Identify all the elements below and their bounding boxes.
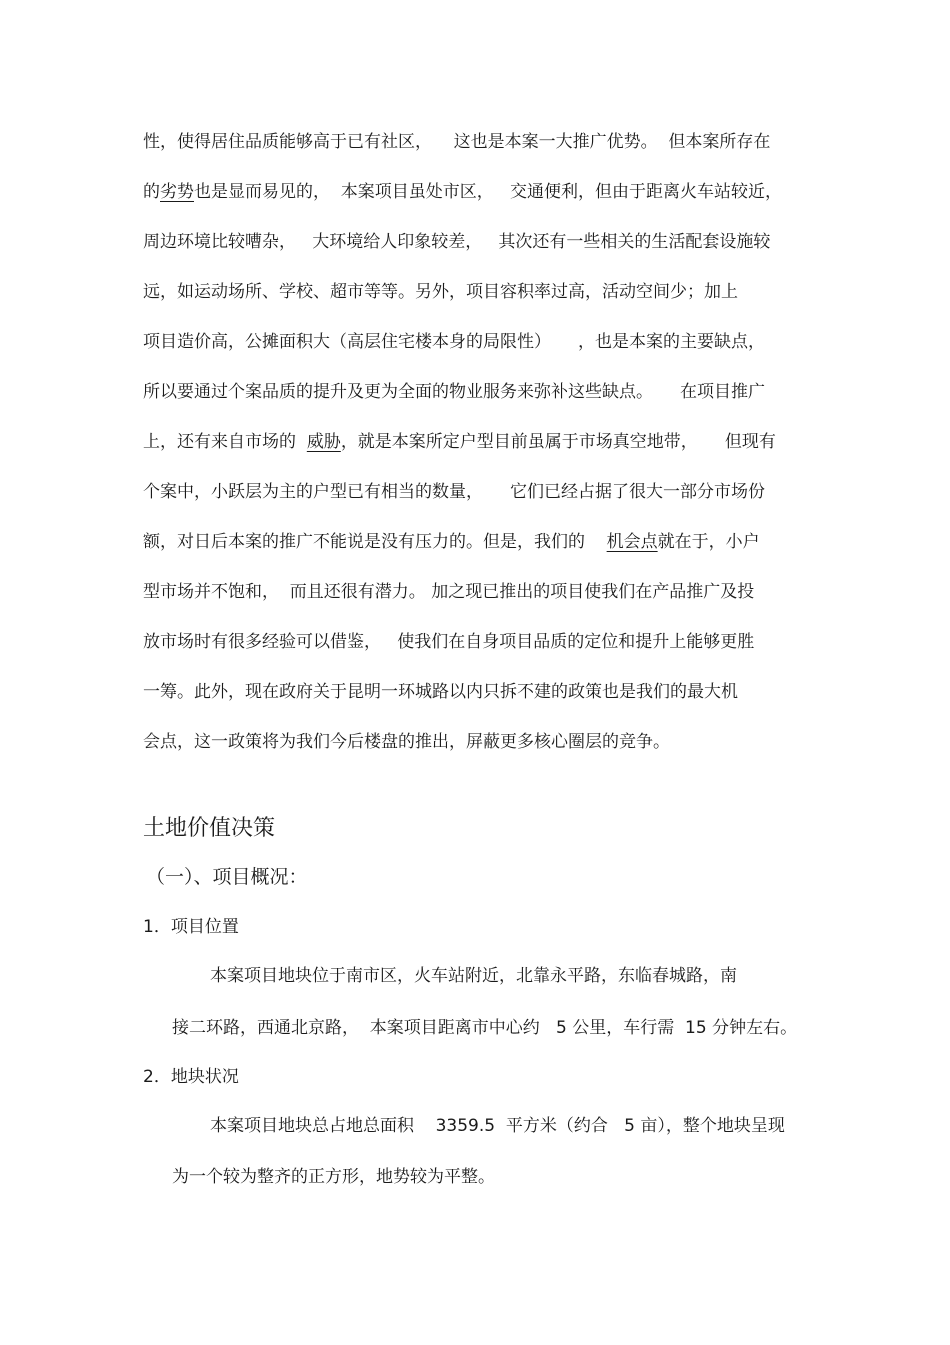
list-item-label: 1．项目位置: [143, 917, 239, 937]
list-item-text: 本案项目地块位于南市区，火车站附近，北靠永平路，东临春城路，南: [210, 966, 737, 986]
list-item-text: 为一个较为整齐的正方形，地势较为平整。: [172, 1167, 495, 1187]
section-title: 土地价值决策: [143, 816, 276, 841]
paragraph-line: 周边环境比较嘈杂， 大环境给人印象较差， 其次还有一些相关的生活配套设施较: [143, 232, 771, 252]
paragraph-line: 个案中，小跃层为主的户型已有相当的数量， 它们已经占据了很大一部分市场份: [143, 482, 766, 502]
paragraph-line: 上，还有来自市场的 威胁，就是本案所定户型目前虽属于市场真空地带， 但现有: [143, 432, 776, 452]
paragraph-line: 型市场并不饱和， 而且还很有潜力。 加之现已推出的项目使我们在产品推广及投: [143, 582, 755, 602]
paragraph-line: 的劣势也是显而易见的， 本案项目虽处市区， 交通便利，但由于距离火车站较近，: [143, 182, 783, 202]
paragraph-line: 项目造价高，公摊面积大（高层住宅楼本身的局限性） ，也是本案的主要缺点，: [143, 332, 766, 352]
paragraph-line: 放市场时有很多经验可以借鉴， 使我们在自身项目品质的定位和提升上能够更胜: [143, 632, 755, 652]
underlined-term: 威胁: [306, 432, 341, 452]
list-item-label: 2．地块状况: [143, 1067, 239, 1087]
underlined-term: 机会点: [606, 532, 658, 552]
section-subtitle: （一）、项目概况：: [146, 866, 308, 888]
list-item-text: 接二环路，西通北京路， 本案项目距离市中心约 5 公里，车行需 15 分钟左右。: [172, 1018, 798, 1038]
paragraph-line: 会点，这一政策将为我们今后楼盘的推出，屏蔽更多核心圈层的竞争。: [143, 732, 670, 752]
paragraph-line: 一筹。此外，现在政府关于昆明一环城路以内只拆不建的政策也是我们的最大机: [143, 682, 738, 702]
paragraph-line: 性，使得居住品质能够高于已有社区， 这也是本案一大推广优势。 但本案所存在: [143, 132, 771, 152]
paragraph-line: 远，如运动场所、学校、超市等等。另外，项目容积率过高，活动空间少；加上: [143, 282, 738, 302]
paragraph-line: 所以要通过个案品质的提升及更为全面的物业服务来弥补这些缺点。 在项目推广: [143, 382, 766, 402]
paragraph-line: 额，对日后本案的推广不能说是没有压力的。但是，我们的 机会点就在于，小户: [143, 532, 760, 552]
underlined-term: 劣势: [160, 182, 194, 202]
list-item-text: 本案项目地块总占地总面积 3359.5 平方米（约合 5 亩），整个地块呈现: [210, 1116, 785, 1136]
